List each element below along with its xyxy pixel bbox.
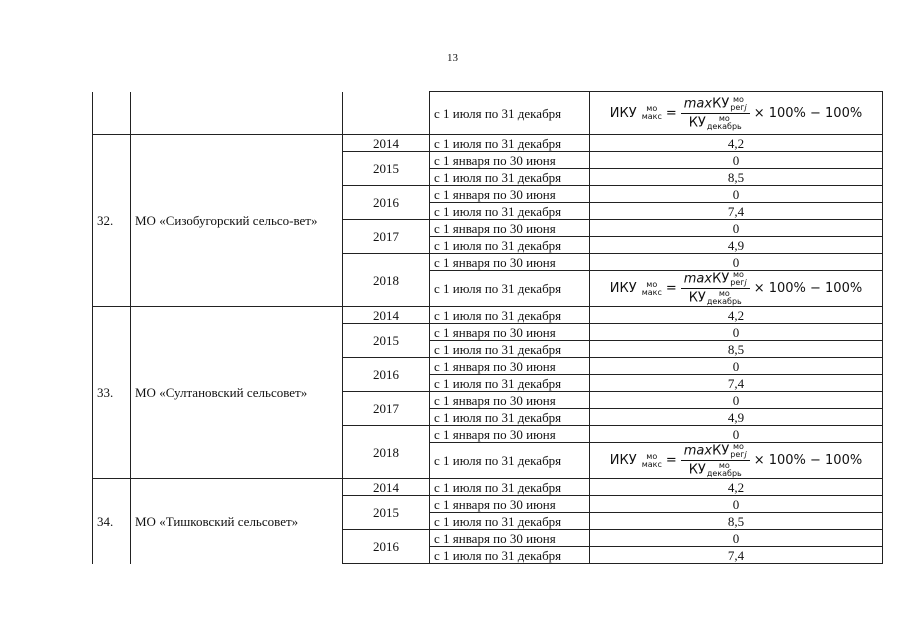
period-cell: с 1 июля по 31 декабря <box>430 409 590 426</box>
value-cell: 0 <box>590 254 883 271</box>
num-cell <box>93 92 131 135</box>
year-cell: 2016 <box>343 530 430 564</box>
table-row <box>93 135 883 152</box>
value-cell: 8,5 <box>590 341 883 358</box>
value-cell: 8,5 <box>590 513 883 530</box>
period-cell: с 1 июля по 31 декабря <box>430 92 590 135</box>
value-cell: 7,4 <box>590 375 883 392</box>
value-cell: 4,2 <box>590 135 883 152</box>
value-cell: 4,2 <box>590 479 883 496</box>
value-cell <box>590 92 883 135</box>
period-cell: с 1 января по 30 июня <box>430 392 590 409</box>
year-cell: 2017 <box>343 220 430 254</box>
value-cell: 0 <box>590 152 883 169</box>
period-cell: с 1 июля по 31 декабря <box>430 513 590 530</box>
period-cell: с 1 января по 30 июня <box>430 426 590 443</box>
table-row <box>93 307 883 324</box>
entry-name: МО «Сизобугорский сельсо-вет» <box>131 135 343 307</box>
value-cell: 0 <box>590 496 883 513</box>
entry-number: 33. <box>93 307 131 479</box>
year-cell: 2016 <box>343 186 430 220</box>
period-cell: с 1 июля по 31 декабря <box>430 237 590 254</box>
period-cell: с 1 января по 30 июня <box>430 186 590 203</box>
value-cell: 0 <box>590 530 883 547</box>
table-row <box>93 92 883 135</box>
period-cell: с 1 января по 30 июня <box>430 358 590 375</box>
value-cell: 0 <box>590 392 883 409</box>
period-cell: с 1 июля по 31 декабря <box>430 547 590 564</box>
value-cell: 0 <box>590 426 883 443</box>
period-cell: с 1 января по 30 июня <box>430 254 590 271</box>
mo-cell <box>131 92 343 135</box>
entry-name: МО «Тишковский сельсовет» <box>131 479 343 564</box>
period-cell: с 1 июля по 31 декабря <box>430 271 590 307</box>
value-cell: 7,4 <box>590 547 883 564</box>
year-cell: 2018 <box>343 426 430 479</box>
value-cell: 4,2 <box>590 307 883 324</box>
period-cell: с 1 июля по 31 декабря <box>430 479 590 496</box>
entry-number: 34. <box>93 479 131 564</box>
period-cell: с 1 июля по 31 декабря <box>430 375 590 392</box>
formula: ИКУ мо макс = maxКУ мо регj КУ мо декабрь × 100% − 100% <box>609 442 863 478</box>
year-cell: 2014 <box>343 479 430 496</box>
value-cell: 8,5 <box>590 169 883 186</box>
period-cell: с 1 июля по 31 декабря <box>430 443 590 479</box>
value-cell <box>590 443 883 479</box>
year-cell: 2015 <box>343 496 430 530</box>
year-cell: 2016 <box>343 358 430 392</box>
year-cell: 2018 <box>343 254 430 307</box>
year-cell: 2017 <box>343 392 430 426</box>
period-cell: с 1 июля по 31 декабря <box>430 307 590 324</box>
entry-number: 32. <box>93 135 131 307</box>
value-cell: 7,4 <box>590 203 883 220</box>
value-cell: 0 <box>590 220 883 237</box>
table-row <box>93 479 883 496</box>
period-cell: с 1 июля по 31 декабря <box>430 341 590 358</box>
period-cell: с 1 января по 30 июня <box>430 152 590 169</box>
value-cell: 4,9 <box>590 409 883 426</box>
formula: ИКУ мо макс = maxКУ мо регj КУ мо декабрь × 100% − 100% <box>609 94 863 131</box>
period-cell: с 1 января по 30 июня <box>430 324 590 341</box>
period-cell: с 1 января по 30 июня <box>430 530 590 547</box>
value-cell: 0 <box>590 186 883 203</box>
value-cell: 4,9 <box>590 237 883 254</box>
value-cell: 0 <box>590 358 883 375</box>
formula: ИКУ мо макс = maxКУ мо регj КУ мо декабрь × 100% − 100% <box>609 270 863 306</box>
year-cell: 2015 <box>343 152 430 186</box>
period-cell: с 1 июля по 31 декабря <box>430 169 590 186</box>
year-cell: 2015 <box>343 324 430 358</box>
value-cell: 0 <box>590 324 883 341</box>
period-cell: с 1 июля по 31 декабря <box>430 135 590 152</box>
page-number: 13 <box>447 52 458 64</box>
value-cell <box>590 271 883 307</box>
entry-name: МО «Султановский сельсовет» <box>131 307 343 479</box>
year-cell: 2014 <box>343 135 430 152</box>
period-cell: с 1 января по 30 июня <box>430 220 590 237</box>
year-cell <box>343 92 430 135</box>
period-cell: с 1 июля по 31 декабря <box>430 203 590 220</box>
tariff-table <box>92 91 883 564</box>
year-cell: 2014 <box>343 307 430 324</box>
period-cell: с 1 января по 30 июня <box>430 496 590 513</box>
